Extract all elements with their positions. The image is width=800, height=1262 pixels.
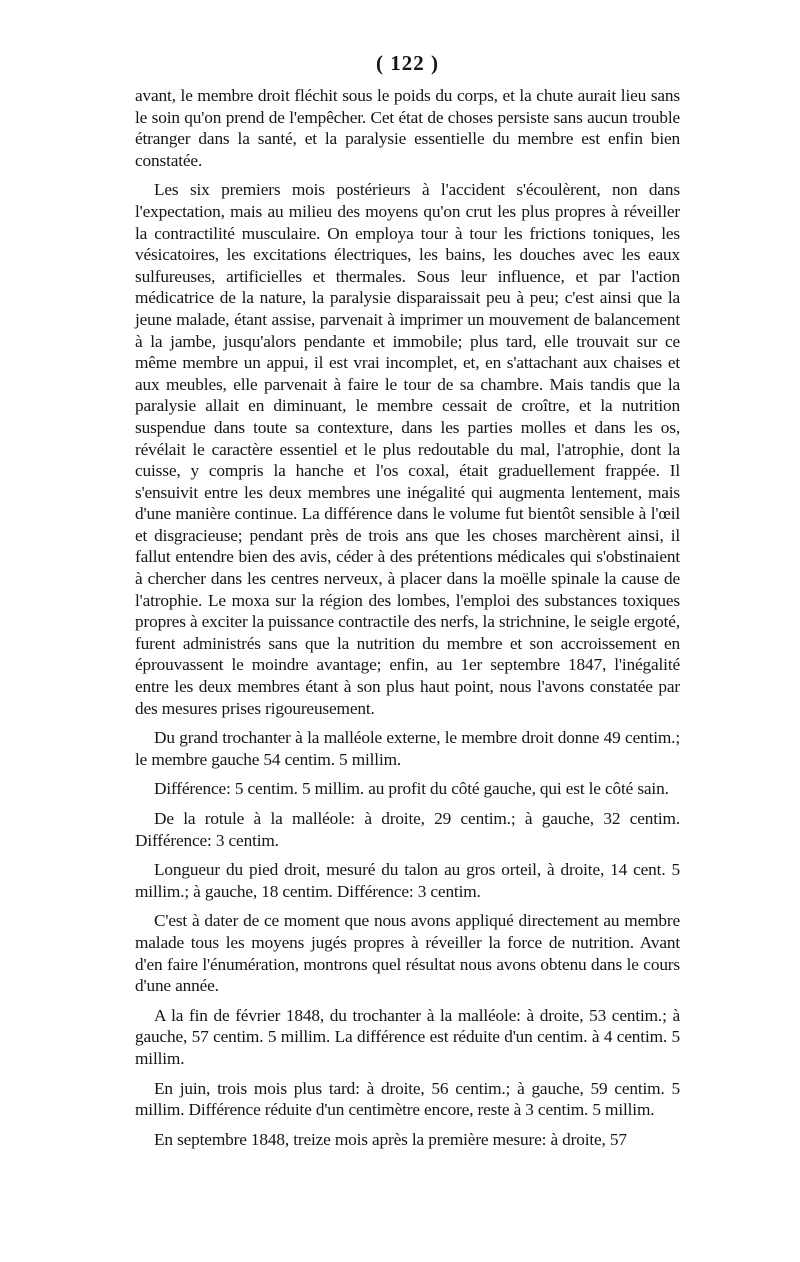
paragraph: Longueur du pied droit, mesuré du talon au gros orteil, à droite, 14 cent. 5 millim.; à gauche, 18 centim. Différence: 3 centim. xyxy=(135,860,680,901)
paragraph: De la rotule à la malléole: à droite, 29 centim.; à gauche, 32 centim. Différence: 3 centim. xyxy=(135,809,680,850)
paragraph: C'est à dater de ce moment que nous avons appliqué directement au membre malade tous les moyens jugés propres à réveiller la force de nutrition. Avant d'en faire l'énumération, montrons quel résultat nous avons obtenu dans le cours d'une année. xyxy=(135,911,680,996)
paragraph: Du grand trochanter à la malléole externe, le membre droit donne 49 centim.; le membre gauche 54 centim. 5 millim. xyxy=(135,728,680,769)
paragraph: En juin, trois mois plus tard: à droite, 56 centim.; à gauche, 59 centim. 5 millim. Différence réduite d'un centimètre encore, reste à 3 centim. 5 millim. xyxy=(135,1078,680,1120)
page-number: ( 122 ) xyxy=(376,51,439,75)
document-page xyxy=(135,50,680,1150)
paragraph: A la fin de février 1848, du trochanter à la malléole: à droite, 53 centim.; à gauche, 57 centim. 5 millim. La différence est réduite d'un centim. à 4 centim. 5 millim. xyxy=(135,1005,680,1068)
paragraph: Les six premiers mois postérieurs à l'accident s'écoulèrent, non dans l'expectation, mais au milieu des moyens qu'on crut les plus propres à réveiller la contractilité musculaire. On employa tour à tour les frictions toniques, les vésicatoires, les excitations électriques, les bains, les douches avec les eaux sulfureuses, artificielles et thermales. Sous leur influence, et par l'action médicatrice de la nature, la paralysie disparaissait peu à peu; c'est ainsi que la jeune malade, étant assise, parvenait à imprimer un mouvement de balancement à la jambe, jusqu'alors pendante et immobile; plus tard, elle trouvait sur ce même membre un appui, il est vrai incomplet, et, en s'attachant aux chaises et aux meubles, elle parvenait à faire le tour de sa chambre. Mais tandis que la paralysie allait en diminuant, le membre cessait de croître, et la nutrition suspendue dans toute sa contexture, dans les parties molles et dans les os, révélait le caractère essentiel et le plus redoutable du mal, l'atrophie, dont la cuisse, y compris la hanche et l'os coxal, était graduellement frappée. Il s'ensuivit entre les deux membres une inégalité qui augmenta lentement, mais d'une manière continue. La différence dans le volume fut bientôt sensible à l'œil et disgracieuse; pendant près de trois ans que les choses marchèrent ainsi, il fallut entendre bien des avis, céder à des prétentions médicales qui s'obstinaient à chercher dans les centres nerveux, à placer dans la moëlle spinale la cause de l'atrophie. Le moxa sur la région des lombes, l'emploi des substances toxiques propres à exciter la puissance contractile des nerfs, la strichnine, le seigle ergoté, furent administrés sans que la nutrition du membre et son accroissement en éprouvassent le moindre avantage; enfin, au 1er septembre 1847, l'inégalité entre les deux membres étant à son plus haut point, nous l'avons constatée par des mesures prises rigoureusement. xyxy=(135,180,680,718)
paragraph: avant, le membre droit fléchit sous le poids du corps, et la chute aurait lieu sans le soin qu'on prend de l'empêcher. Cet état de choses persiste sans aucun trouble étranger dans la santé, et la paralysie essentielle du membre est enfin bien constatée. xyxy=(135,86,680,170)
paragraph: Différence: 5 centim. 5 millim. au profit du côté gauche, qui est le côté sain. xyxy=(154,779,669,799)
paragraph: En septembre 1848, treize mois après la première mesure: à droite, 57 xyxy=(154,1129,627,1149)
